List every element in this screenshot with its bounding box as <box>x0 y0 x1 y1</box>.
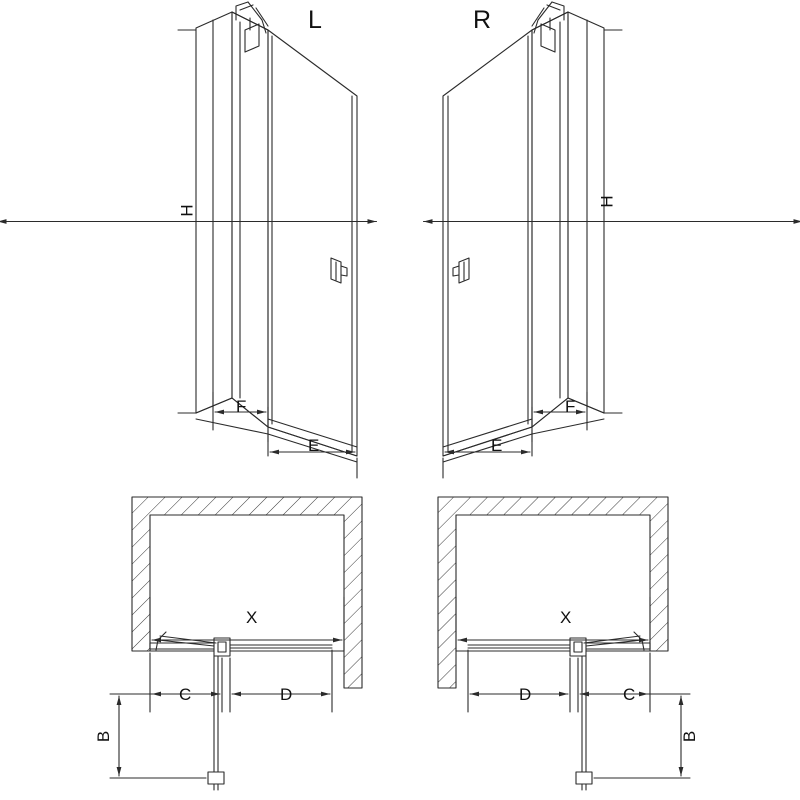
variant-label-right: R <box>473 6 492 34</box>
opening-width-label-left: X <box>246 608 258 627</box>
fixed-panel-label-left: F <box>236 397 247 416</box>
opening-width-label-right: X <box>560 608 572 627</box>
dimension-B-right <box>594 694 690 778</box>
door-width-label-right: D <box>519 685 532 704</box>
door-label-right: E <box>491 436 503 455</box>
depth-label-right: B <box>680 730 700 743</box>
fixed-panel-label-right: F <box>565 397 576 416</box>
variant-label-left: L <box>308 6 322 34</box>
dimension-F-right <box>532 392 587 442</box>
door-width-label-left: D <box>280 685 293 704</box>
dimension-B-left <box>110 694 206 778</box>
door-label-left: E <box>308 436 320 455</box>
elevation-left <box>196 2 357 462</box>
height-label-left: H <box>177 204 197 217</box>
dimension-H-right <box>424 30 800 416</box>
depth-label-left: B <box>94 730 114 743</box>
plan-left <box>132 497 362 790</box>
fixed-width-label-right: C <box>623 685 636 704</box>
dimension-H-left <box>0 30 377 416</box>
plan-right <box>438 497 668 790</box>
dimension-C-right <box>578 653 650 712</box>
elevation-right <box>443 2 604 462</box>
fixed-width-label-left: C <box>179 685 192 704</box>
height-label-right: H <box>597 195 617 208</box>
dimension-E-right <box>443 430 532 478</box>
